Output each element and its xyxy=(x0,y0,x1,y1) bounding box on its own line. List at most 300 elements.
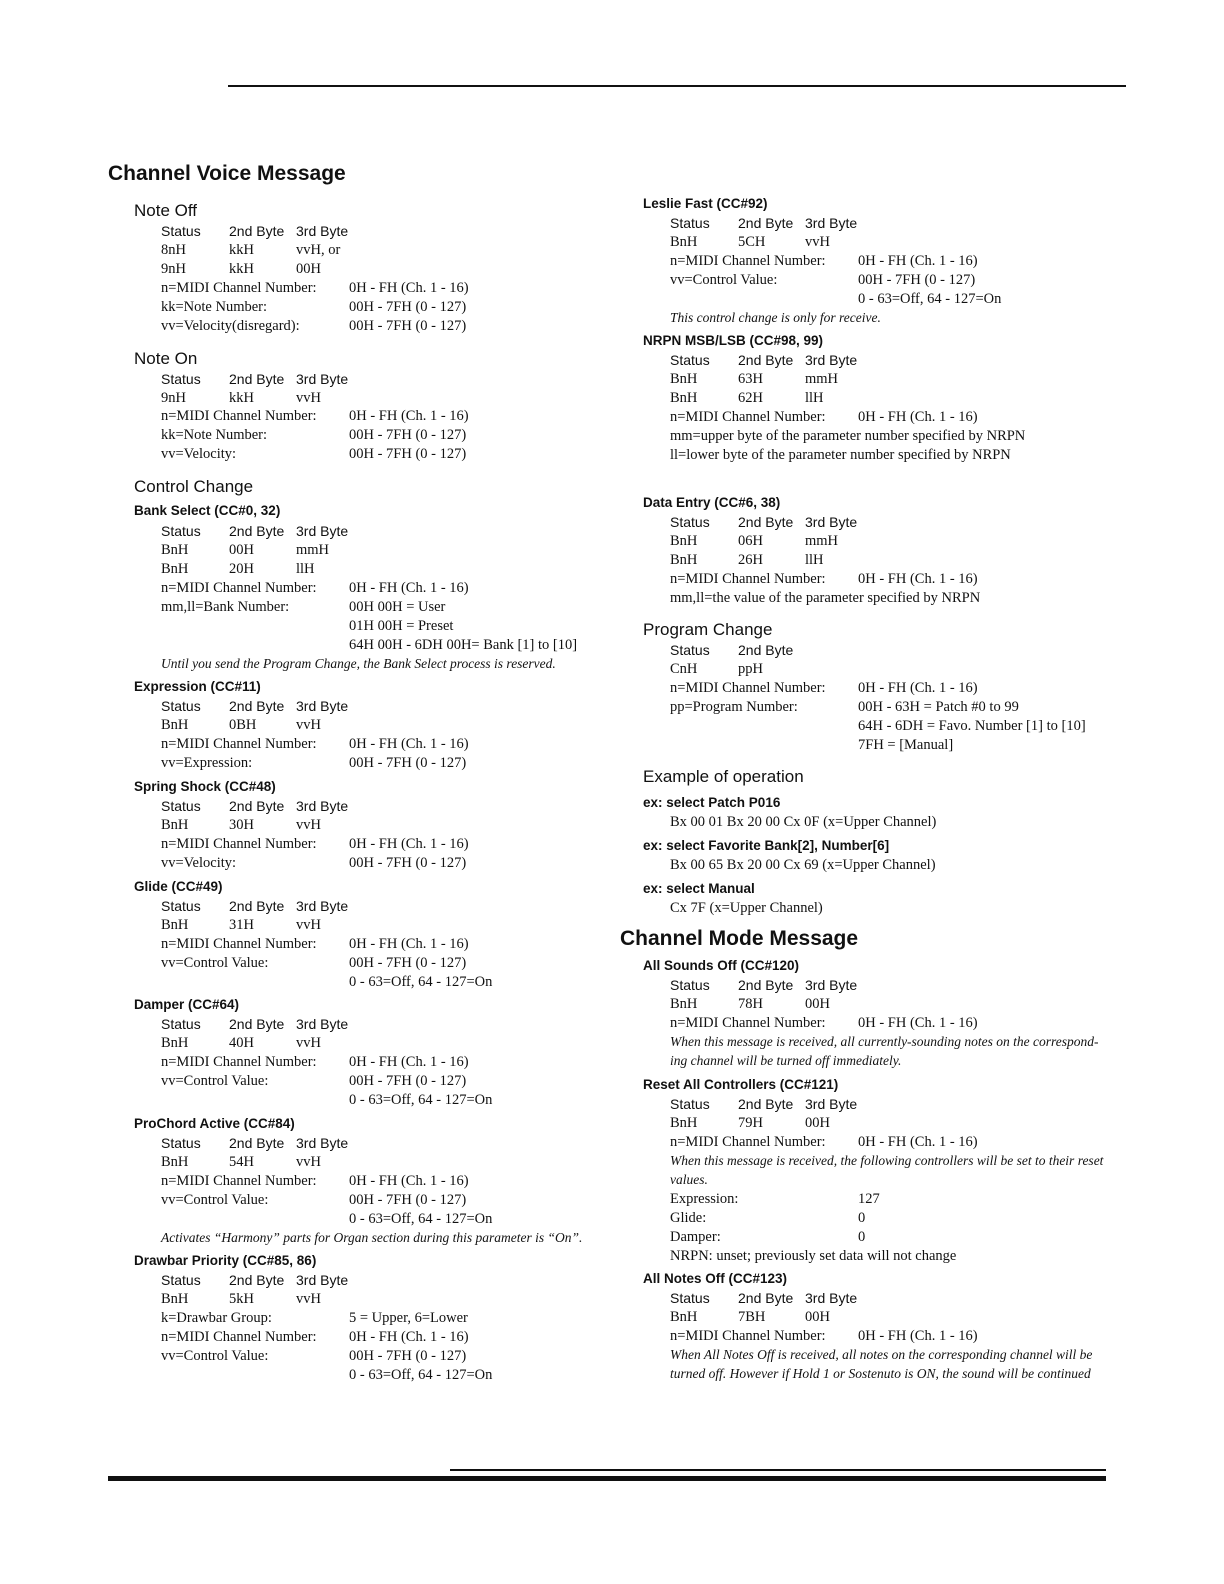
status-cell: BnH xyxy=(670,996,698,1012)
param-label: n=MIDI Channel Number: xyxy=(161,280,317,296)
param-value: 0H - FH (Ch. 1 - 16) xyxy=(858,1328,978,1344)
param-label: kk=Note Number: xyxy=(161,299,268,315)
param-value: 0H - FH (Ch. 1 - 16) xyxy=(858,571,978,587)
param-value: 0H - FH (Ch. 1 - 16) xyxy=(349,580,469,596)
col-status: Status xyxy=(161,1016,201,1032)
reset-all-note: values. xyxy=(670,1172,708,1187)
param-label: n=MIDI Channel Number: xyxy=(670,409,826,425)
mode-heading: Channel Mode Message xyxy=(620,927,859,950)
col-status: Status xyxy=(670,514,710,530)
byte3-cell: mmH xyxy=(805,371,839,387)
col-byte2: 2nd Byte xyxy=(229,371,285,387)
col-byte2: 2nd Byte xyxy=(229,523,285,539)
param-label: n=MIDI Channel Number: xyxy=(161,936,317,952)
param-label: mm,ll=Bank Number: xyxy=(161,599,290,615)
prochord-heading: ProChord Active (CC#84) xyxy=(134,1116,295,1131)
param-row xyxy=(161,1054,601,1072)
nrpn-reset-line: NRPN: unset; previously set data will not change xyxy=(670,1248,957,1264)
col-status: Status xyxy=(670,1096,710,1112)
table-row xyxy=(670,533,970,551)
example-line: Cx 7F (x=Upper Channel) xyxy=(670,900,823,916)
param-value: 00H - 7FH (0 - 127) xyxy=(349,855,467,871)
col-byte2: 2nd Byte xyxy=(738,642,794,658)
table-row xyxy=(161,817,461,835)
col-byte3: 3rd Byte xyxy=(805,977,858,993)
byte3-cell: vvH xyxy=(805,234,830,250)
param-row xyxy=(670,253,1110,271)
drawbar-col-headers xyxy=(161,1272,461,1290)
col-byte3: 3rd Byte xyxy=(296,798,349,814)
param-row xyxy=(161,1310,601,1328)
col-byte3: 3rd Byte xyxy=(805,1096,858,1112)
table-row xyxy=(161,1154,461,1172)
col-byte2: 2nd Byte xyxy=(738,1290,794,1306)
param-value: 00H - 7FH (0 - 127) xyxy=(349,446,467,462)
param-value: 00H - 7FH (0 - 127) xyxy=(349,427,467,443)
status-cell: BnH xyxy=(161,561,189,577)
param-label: vv=Velocity: xyxy=(161,855,237,871)
col-byte3: 3rd Byte xyxy=(296,223,349,239)
param-label: n=MIDI Channel Number: xyxy=(161,836,317,852)
byte3-cell: vvH xyxy=(296,1154,321,1170)
param-value: 00H - 7FH (0 - 127) xyxy=(349,318,467,334)
param-row xyxy=(161,1173,601,1191)
table-row xyxy=(670,1115,970,1133)
param-value: 0H - FH (Ch. 1 - 16) xyxy=(349,1329,469,1345)
param-row xyxy=(670,1328,1110,1346)
prochord-note: Activates “Harmony” parts for Organ section during this parameter is “On”. xyxy=(161,1230,583,1245)
col-status: Status xyxy=(670,642,710,658)
col-byte2: 2nd Byte xyxy=(229,798,285,814)
param-label: n=MIDI Channel Number: xyxy=(161,408,317,424)
reset-value: 127 xyxy=(858,1191,880,1207)
glide-col-headers xyxy=(161,898,461,916)
byte2-cell: 20H xyxy=(229,561,254,577)
param-value: 00H - 7FH (0 - 127) xyxy=(349,299,467,315)
table-row xyxy=(161,542,461,560)
col-status: Status xyxy=(161,223,201,239)
note-on-heading: Note On xyxy=(134,349,198,368)
table-row xyxy=(670,371,970,389)
footer-rule-thin xyxy=(450,1469,1106,1471)
col-byte3: 3rd Byte xyxy=(296,1135,349,1151)
param-value: 00H - 7FH (0 - 127) xyxy=(349,1348,467,1364)
reset-label: Glide: xyxy=(670,1210,707,1226)
prochord-col-headers xyxy=(161,1135,461,1153)
col-byte3: 3rd Byte xyxy=(805,215,858,231)
param-label: n=MIDI Channel Number: xyxy=(670,571,826,587)
param-value: 0 - 63=Off, 64 - 127=On xyxy=(349,1367,493,1383)
table-row xyxy=(670,390,970,408)
param-row xyxy=(161,836,601,854)
examples-heading: Example of operation xyxy=(643,767,804,786)
all-sounds-off-heading: All Sounds Off (CC#120) xyxy=(643,958,800,973)
note-off-heading: Note Off xyxy=(134,201,197,220)
spring-shock-heading: Spring Shock (CC#48) xyxy=(134,779,276,794)
col-byte3: 3rd Byte xyxy=(296,1016,349,1032)
param-value: 5 = Upper, 6=Lower xyxy=(349,1310,468,1326)
param-row xyxy=(161,855,601,873)
param-label: n=MIDI Channel Number: xyxy=(161,1329,317,1345)
reset-row xyxy=(670,1191,1110,1209)
byte3-cell: 00H xyxy=(805,1115,830,1131)
col-status: Status xyxy=(161,698,201,714)
col-byte2: 2nd Byte xyxy=(738,977,794,993)
all-sounds-off-note: When this message is received, all currently-sounding notes on the correspond- xyxy=(670,1034,1099,1049)
byte2-cell: 5CH xyxy=(738,234,766,250)
col-status: Status xyxy=(161,371,201,387)
status-cell: 9nH xyxy=(161,261,186,277)
param-value: 0H - FH (Ch. 1 - 16) xyxy=(349,836,469,852)
byte2-cell: 0BH xyxy=(229,717,257,733)
byte2-cell: 5kH xyxy=(229,1291,254,1307)
param-row xyxy=(161,1092,601,1110)
col-status: Status xyxy=(670,352,710,368)
param-row xyxy=(161,637,601,655)
param-value: 0H - FH (Ch. 1 - 16) xyxy=(858,1015,978,1031)
status-cell: 9nH xyxy=(161,390,186,406)
program-change-col-headers xyxy=(670,642,970,660)
byte2-cell: 62H xyxy=(738,390,763,406)
status-cell: BnH xyxy=(670,1115,698,1131)
table-row xyxy=(161,390,461,408)
example-line: Bx 00 01 Bx 20 00 Cx 0F (x=Upper Channel) xyxy=(670,814,937,830)
status-cell: BnH xyxy=(670,371,698,387)
status-cell: BnH xyxy=(670,552,698,568)
param-row xyxy=(161,408,601,426)
note-off-col-headers xyxy=(161,223,461,241)
all-sounds-off-note: ing channel will be turned off immediately. xyxy=(670,1053,902,1068)
reset-value: 0 xyxy=(858,1229,866,1245)
param-label: kk=Note Number: xyxy=(161,427,268,443)
spring-shock-col-headers xyxy=(161,798,461,816)
param-label: k=Drawbar Group: xyxy=(161,1310,272,1326)
byte2-cell: 26H xyxy=(738,552,763,568)
byte3-cell: 00H xyxy=(296,261,321,277)
all-notes-off-note: turned off. However if Hold 1 or Sostenuto is ON, the sound will be continued xyxy=(670,1366,1091,1381)
param-value: 00H - 63H = Patch #0 to 99 xyxy=(858,699,1019,715)
param-row xyxy=(161,299,601,317)
param-row xyxy=(670,718,1110,736)
example-title: ex: select Favorite Bank[2], Number[6] xyxy=(643,838,890,853)
col-byte2: 2nd Byte xyxy=(229,223,285,239)
param-row xyxy=(670,737,1110,755)
drawbar-heading: Drawbar Priority (CC#85, 86) xyxy=(134,1253,317,1268)
reset-all-heading: Reset All Controllers (CC#121) xyxy=(643,1077,839,1092)
col-status: Status xyxy=(161,798,201,814)
param-label: n=MIDI Channel Number: xyxy=(670,253,826,269)
byte2-cell: ppH xyxy=(738,661,763,677)
reset-label: Expression: xyxy=(670,1191,739,1207)
col-byte3: 3rd Byte xyxy=(805,1290,858,1306)
table-row xyxy=(670,1309,970,1327)
table-row xyxy=(161,1035,461,1053)
col-status: Status xyxy=(161,523,201,539)
param-row xyxy=(161,580,601,598)
param-value: 00H - 7FH (0 - 127) xyxy=(858,272,976,288)
param-label: n=MIDI Channel Number: xyxy=(670,1134,826,1150)
col-byte2: 2nd Byte xyxy=(229,698,285,714)
reset-row xyxy=(670,1210,1110,1228)
reset-value: 0 xyxy=(858,1210,866,1226)
bank-select-col-headers xyxy=(161,523,461,541)
col-byte3: 3rd Byte xyxy=(296,898,349,914)
col-byte2: 2nd Byte xyxy=(738,352,794,368)
param-label: vv=Expression: xyxy=(161,755,253,771)
table-row xyxy=(670,661,970,679)
status-cell: BnH xyxy=(670,533,698,549)
param-value: 0H - FH (Ch. 1 - 16) xyxy=(349,736,469,752)
col-byte3: 3rd Byte xyxy=(805,352,858,368)
all-sounds-off-col-headers xyxy=(670,977,970,995)
param-row xyxy=(161,446,601,464)
col-status: Status xyxy=(161,1135,201,1151)
status-cell: CnH xyxy=(670,661,698,677)
status-cell: BnH xyxy=(161,1291,189,1307)
bank-select-heading: Bank Select (CC#0, 32) xyxy=(134,503,281,518)
param-value: 0H - FH (Ch. 1 - 16) xyxy=(349,408,469,424)
param-value: 00H 00H = User xyxy=(349,599,446,615)
param-label: n=MIDI Channel Number: xyxy=(161,580,317,596)
example-title: ex: select Manual xyxy=(643,881,755,896)
status-cell: BnH xyxy=(161,1035,189,1051)
col-status: Status xyxy=(161,1272,201,1288)
col-byte3: 3rd Byte xyxy=(296,698,349,714)
col-byte3: 3rd Byte xyxy=(296,1272,349,1288)
status-cell: 8nH xyxy=(161,242,186,258)
col-byte2: 2nd Byte xyxy=(229,898,285,914)
param-value: 00H - 7FH (0 - 127) xyxy=(349,1073,467,1089)
table-row xyxy=(161,717,461,735)
table-row xyxy=(161,242,461,260)
status-cell: BnH xyxy=(670,1309,698,1325)
control-change-heading: Control Change xyxy=(134,477,254,496)
expression-col-headers xyxy=(161,698,461,716)
all-notes-off-col-headers xyxy=(670,1290,970,1308)
param-value: 0H - FH (Ch. 1 - 16) xyxy=(349,936,469,952)
param-value: 64H 00H - 6DH 00H= Bank [1] to [10] xyxy=(349,637,578,653)
byte3-cell: vvH, or xyxy=(296,242,341,258)
byte2-cell: 7BH xyxy=(738,1309,766,1325)
param-value: 0 - 63=Off, 64 - 127=On xyxy=(349,974,493,990)
byte3-cell: llH xyxy=(805,390,824,406)
reset-row xyxy=(670,1229,1110,1247)
param-label: n=MIDI Channel Number: xyxy=(161,736,317,752)
byte3-cell: 00H xyxy=(805,996,830,1012)
byte3-cell: vvH xyxy=(296,1035,321,1051)
param-row xyxy=(161,599,601,617)
byte3-cell: vvH xyxy=(296,1291,321,1307)
param-value: 0 - 63=Off, 64 - 127=On xyxy=(858,291,1002,307)
status-cell: BnH xyxy=(161,717,189,733)
byte2-cell: 54H xyxy=(229,1154,254,1170)
col-byte2: 2nd Byte xyxy=(229,1016,285,1032)
param-row xyxy=(161,1329,601,1347)
bank-select-note: Until you send the Program Change, the Bank Select process is reserved. xyxy=(161,656,556,671)
param-value: 0 - 63=Off, 64 - 127=On xyxy=(349,1211,493,1227)
glide-heading: Glide (CC#49) xyxy=(134,879,223,894)
param-row xyxy=(161,1367,601,1385)
byte2-cell: 63H xyxy=(738,371,763,387)
table-row xyxy=(670,552,970,570)
byte3-cell: vvH xyxy=(296,917,321,933)
status-cell: BnH xyxy=(670,234,698,250)
param-row xyxy=(670,272,1110,290)
param-value: 00H - 7FH (0 - 127) xyxy=(349,755,467,771)
param-row xyxy=(161,1073,601,1091)
param-row xyxy=(670,1134,1110,1152)
param-row xyxy=(670,409,1110,427)
data-entry-heading: Data Entry (CC#6, 38) xyxy=(643,495,781,510)
note-on-col-headers xyxy=(161,371,461,389)
param-row xyxy=(161,618,601,636)
leslie-fast-heading: Leslie Fast (CC#92) xyxy=(643,196,768,211)
nrpn-line: ll=lower byte of the parameter number specified by NRPN xyxy=(670,447,1011,463)
byte2-cell: 31H xyxy=(229,917,254,933)
byte2-cell: 79H xyxy=(738,1115,763,1131)
byte3-cell: mmH xyxy=(296,542,330,558)
byte2-cell: kkH xyxy=(229,242,254,258)
param-row xyxy=(161,318,601,336)
param-value: 00H - 7FH (0 - 127) xyxy=(349,955,467,971)
param-row xyxy=(670,291,1110,309)
damper-heading: Damper (CC#64) xyxy=(134,997,240,1012)
col-byte2: 2nd Byte xyxy=(229,1272,285,1288)
param-value: 01H 00H = Preset xyxy=(349,618,454,634)
expression-heading: Expression (CC#11) xyxy=(134,679,261,694)
param-value: 64H - 6DH = Favo. Number [1] to [10] xyxy=(858,718,1086,734)
param-row xyxy=(161,736,601,754)
status-cell: BnH xyxy=(161,542,189,558)
damper-col-headers xyxy=(161,1016,461,1034)
param-label: n=MIDI Channel Number: xyxy=(670,1328,826,1344)
nrpn-heading: NRPN MSB/LSB (CC#98, 99) xyxy=(643,333,824,348)
footer-rule-thick xyxy=(108,1476,1106,1481)
param-label: n=MIDI Channel Number: xyxy=(161,1173,317,1189)
col-byte3: 3rd Byte xyxy=(296,371,349,387)
col-byte2: 2nd Byte xyxy=(229,1135,285,1151)
param-label: vv=Velocity: xyxy=(161,446,237,462)
example-title: ex: select Patch P016 xyxy=(643,795,781,810)
param-row xyxy=(670,1015,1110,1033)
reset-all-note: When this message is received, the following controllers will be set to their reset xyxy=(670,1153,1104,1168)
table-row xyxy=(161,561,461,579)
param-value: 0H - FH (Ch. 1 - 16) xyxy=(858,1134,978,1150)
col-status: Status xyxy=(161,898,201,914)
all-notes-off-note: When All Notes Off is received, all notes on the corresponding channel will be xyxy=(670,1347,1093,1362)
param-row xyxy=(670,699,1110,717)
byte2-cell: 00H xyxy=(229,542,254,558)
byte3-cell: vvH xyxy=(296,817,321,833)
col-byte2: 2nd Byte xyxy=(738,215,794,231)
param-label: vv=Control Value: xyxy=(161,955,269,971)
reset-all-col-headers xyxy=(670,1096,970,1114)
page-title: Channel Voice Message xyxy=(108,162,346,185)
param-value: 0H - FH (Ch. 1 - 16) xyxy=(349,1054,469,1070)
param-value: 0H - FH (Ch. 1 - 16) xyxy=(858,253,978,269)
param-row xyxy=(670,680,1110,698)
col-status: Status xyxy=(670,977,710,993)
param-label: n=MIDI Channel Number: xyxy=(161,1054,317,1070)
byte2-cell: 06H xyxy=(738,533,763,549)
byte2-cell: 78H xyxy=(738,996,763,1012)
program-change-heading: Program Change xyxy=(643,620,773,639)
status-cell: BnH xyxy=(670,390,698,406)
header-rule xyxy=(228,85,1126,87)
col-byte3: 3rd Byte xyxy=(805,514,858,530)
table-row xyxy=(161,261,461,279)
param-value: 00H - 7FH (0 - 127) xyxy=(349,1192,467,1208)
param-label: n=MIDI Channel Number: xyxy=(670,1015,826,1031)
param-row xyxy=(161,1192,601,1210)
data-entry-line: mm,ll=the value of the parameter specified by NRPN xyxy=(670,590,981,606)
all-notes-off-heading: All Notes Off (CC#123) xyxy=(643,1271,788,1286)
byte3-cell: llH xyxy=(805,552,824,568)
param-value: 7FH = [Manual] xyxy=(858,737,954,753)
param-label: vv=Control Value: xyxy=(670,272,778,288)
col-status: Status xyxy=(670,1290,710,1306)
table-row xyxy=(670,234,970,252)
table-row xyxy=(670,996,970,1014)
col-byte3: 3rd Byte xyxy=(296,523,349,539)
param-value: 0 - 63=Off, 64 - 127=On xyxy=(349,1092,493,1108)
param-row xyxy=(670,571,1110,589)
byte2-cell: kkH xyxy=(229,390,254,406)
nrpn-col-headers xyxy=(670,352,970,370)
param-row xyxy=(161,427,601,445)
param-row xyxy=(161,1348,601,1366)
leslie-col-headers xyxy=(670,215,970,233)
param-label: vv=Control Value: xyxy=(161,1192,269,1208)
byte3-cell: llH xyxy=(296,561,315,577)
status-cell: BnH xyxy=(161,917,189,933)
param-row xyxy=(161,936,601,954)
param-row xyxy=(161,955,601,973)
nrpn-line: mm=upper byte of the parameter number specified by NRPN xyxy=(670,428,1026,444)
param-value: 0H - FH (Ch. 1 - 16) xyxy=(349,1173,469,1189)
col-byte2: 2nd Byte xyxy=(738,514,794,530)
status-cell: BnH xyxy=(161,1154,189,1170)
reset-label: Damper: xyxy=(670,1229,721,1245)
byte3-cell: vvH xyxy=(296,717,321,733)
param-label: vv=Velocity(disregard): xyxy=(161,318,300,334)
example-line: Bx 00 65 Bx 20 00 Cx 69 (x=Upper Channel) xyxy=(670,857,936,873)
status-cell: BnH xyxy=(161,817,189,833)
param-row xyxy=(161,974,601,992)
param-label: n=MIDI Channel Number: xyxy=(670,680,826,696)
byte3-cell: mmH xyxy=(805,533,839,549)
byte3-cell: 00H xyxy=(805,1309,830,1325)
param-value: 0H - FH (Ch. 1 - 16) xyxy=(858,680,978,696)
param-value: 0H - FH (Ch. 1 - 16) xyxy=(349,280,469,296)
param-row xyxy=(161,755,601,773)
leslie-note: This control change is only for receive. xyxy=(670,310,881,325)
byte2-cell: 40H xyxy=(229,1035,254,1051)
table-row xyxy=(161,1291,461,1309)
table-row xyxy=(161,917,461,935)
param-label: vv=Control Value: xyxy=(161,1348,269,1364)
param-row xyxy=(161,280,601,298)
col-status: Status xyxy=(670,215,710,231)
byte3-cell: vvH xyxy=(296,390,321,406)
param-row xyxy=(161,1211,601,1229)
param-label: pp=Program Number: xyxy=(670,699,798,715)
byte2-cell: 30H xyxy=(229,817,254,833)
param-value: 0H - FH (Ch. 1 - 16) xyxy=(858,409,978,425)
param-label: vv=Control Value: xyxy=(161,1073,269,1089)
col-byte2: 2nd Byte xyxy=(738,1096,794,1112)
data-entry-col-headers xyxy=(670,514,970,532)
